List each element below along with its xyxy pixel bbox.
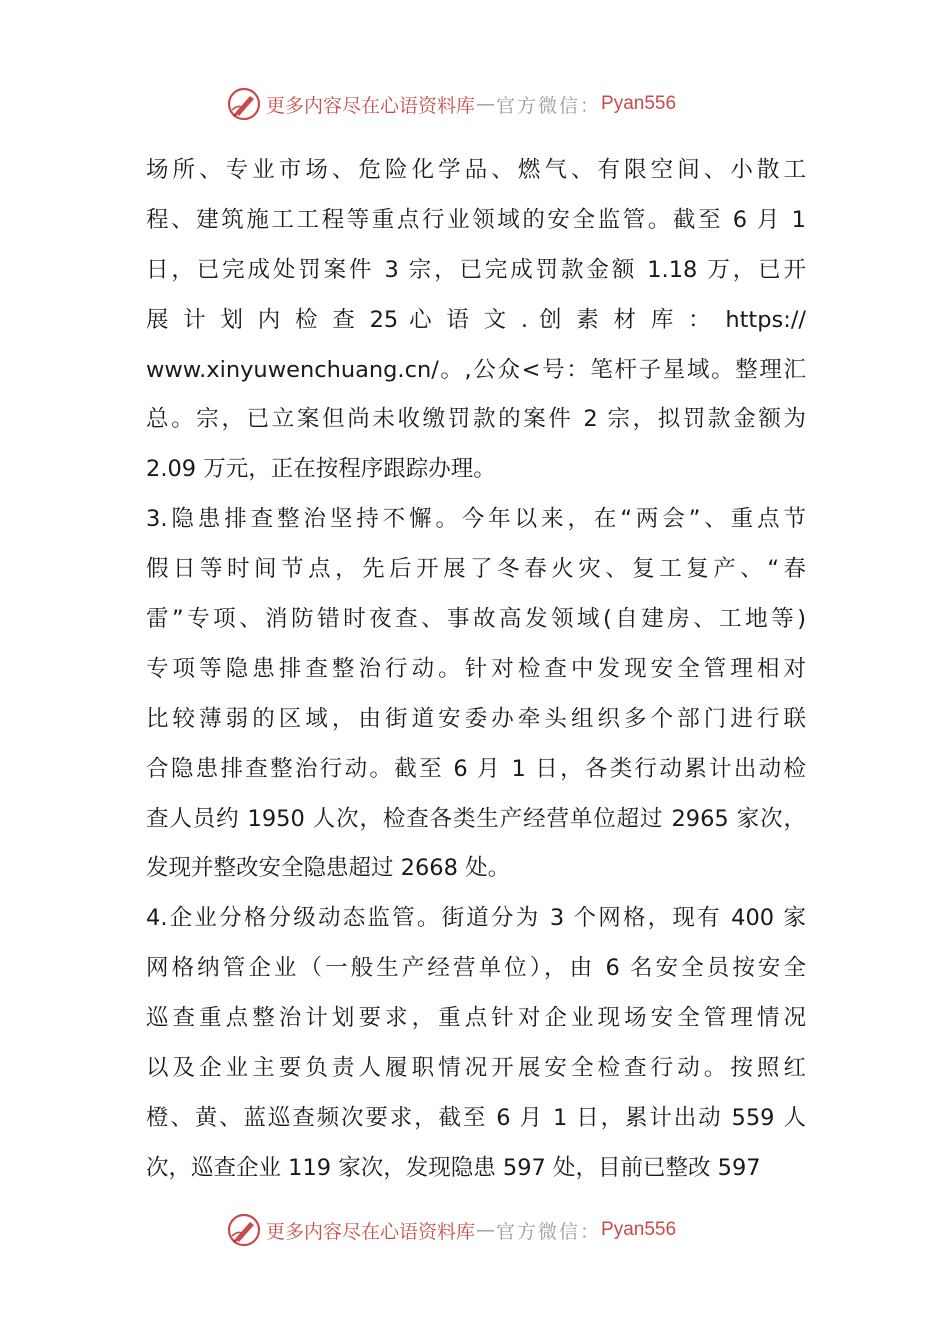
- text-line: 总。宗，已立案但尚未收缴罚款的案件 2 宗，拟罚款金额为: [146, 406, 806, 433]
- wechat-id: Pyan556: [601, 93, 677, 114]
- text-line: 比较薄弱的区域，由街道安委办牵头组织多个部门进行联: [146, 705, 806, 732]
- banner-separator: —: [476, 1219, 496, 1241]
- text-line: 展 计 划 内 检 查 25 心 语 文 . 创 素 材 库 ： https://: [146, 306, 806, 333]
- pen-logo-icon: [226, 86, 262, 122]
- text-line: 网格纳管企业（一般生产经营单位），由 6 名安全员按安全: [146, 955, 806, 982]
- text-line: www.xinyuwenchuang.cn/。,公众<号：笔杆子星域。整理汇: [146, 356, 806, 383]
- footer-banner: [226, 1210, 676, 1250]
- banner-label: 官方微信：: [496, 94, 602, 117]
- pen-logo-icon: [226, 1212, 262, 1248]
- text-line: 查人员约 1950 人次，检查各类生产经营单位超过 2965 家次，: [146, 805, 806, 832]
- text-line: 发现并整改安全隐患超过 2668 处。: [146, 855, 511, 882]
- banner-label: 官方微信：: [496, 1220, 602, 1243]
- text-line: 合隐患排查整治行动。截至 6 月 1 日，各类行动累计出动检: [146, 755, 806, 782]
- banner-brand: 更多内容尽在心语资料库: [266, 1220, 476, 1243]
- text-line: 2.09 万元，正在按程序跟踪办理。: [146, 456, 496, 483]
- header-banner: [226, 84, 676, 124]
- text-line: 假日等时间节点，先后开展了冬春火灾、复工复产、“春: [146, 556, 806, 583]
- banner-separator: —: [476, 93, 496, 115]
- text-line: 3.隐患排查整治坚持不懈。今年以来，在“两会”、重点节: [146, 506, 806, 533]
- text-line: 4.企业分格分级动态监管。街道分为 3 个网格，现有 400 家: [146, 905, 806, 932]
- text-line: 次，巡查企业 119 家次，发现隐患 597 处，目前已整改 597: [146, 1154, 761, 1181]
- document-body: [146, 146, 806, 1194]
- text-line: 以及企业主要负责人履职情况开展安全检查行动。按照红: [146, 1055, 806, 1082]
- banner-brand: 更多内容尽在心语资料库: [266, 94, 476, 117]
- text-line: 日，已完成处罚案件 3 宗，已完成罚款金额 1.18 万，已开: [146, 256, 806, 283]
- wechat-id: Pyan556: [601, 1219, 677, 1240]
- text-line: 程、建筑施工工程等重点行业领域的安全监管。截至 6 月 1: [146, 206, 806, 233]
- text-line: 橙、黄、蓝巡查频次要求，截至 6 月 1 日，累计出动 559 人: [146, 1104, 806, 1131]
- text-line: 巡查重点整治计划要求，重点针对企业现场安全管理情况: [146, 1005, 806, 1032]
- text-line: 专项等隐患排查整治行动。针对检查中发现安全管理相对: [146, 655, 806, 682]
- text-line: 雷”专项、消防错时夜查、事故高发领域(自建房、工地等): [146, 606, 806, 633]
- text-line: 场所、专业市场、危险化学品、燃气、有限空间、小散工: [146, 157, 806, 183]
